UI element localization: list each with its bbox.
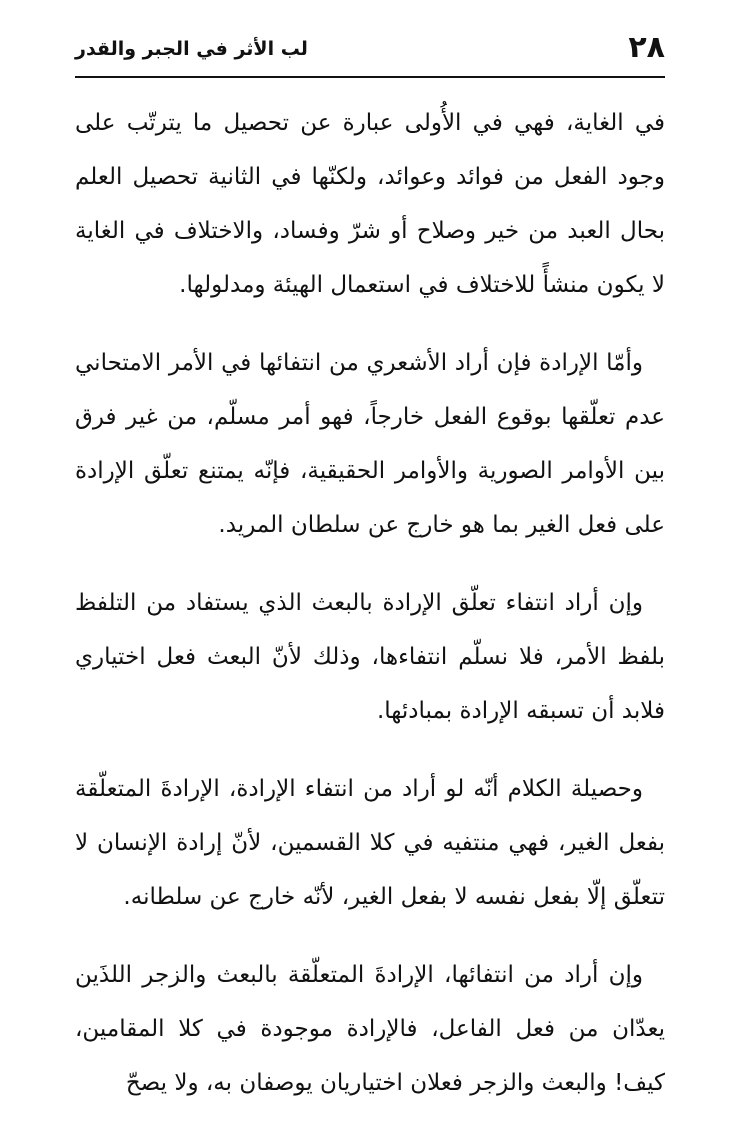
header-divider bbox=[75, 76, 665, 78]
paragraph: وإن أراد من انتفائها، الإرادةَ المتعلّقة بالبعث والزجر اللذَين يعدّان من فعل الفاعل، فالإرادة موجودة في كلا المقامين، كيف! والبعث والزجر فعلان اختياريان يوصفان به، ولا يصحّ bbox=[75, 962, 665, 1096]
paragraph: وأمّا الإرادة فإن أراد الأشعري من انتفائها في الأمر الامتحاني عدم تعلّقها بوقوع الفعل خارجاً، فهو أمر مسلّم، من غير فرق بين الأوامر الصورية والأوامر الحقيقية، فإنّه يمتنع تعلّق الإرادة على فعل الغير بما هو خارج عن سلطان المريد. bbox=[75, 350, 665, 538]
page-header bbox=[75, 22, 665, 78]
paragraph: وإن أراد انتفاء تعلّق الإرادة بالبعث الذي يستفاد من التلفظ بلفظ الأمر، فلا نسلّم انتفاءها، وذلك لأنّ البعث فعل اختياري فلابد أن تسبقه الإرادة بمبادئها. bbox=[75, 590, 665, 724]
paragraph: وحصيلة الكلام أنّه لو أراد من انتفاء الإرادة، الإرادةَ المتعلّقة بفعل الغير، فهي منتفيه في كلا القسمين، لأنّ إرادة الإنسان لا تتعلّق إلّا بفعل نفسه لا بفعل الغير، لأنّه خارج عن سلطانه. bbox=[75, 776, 665, 910]
running-title: لب الأثر في الجبر والقدر bbox=[75, 38, 308, 60]
paragraph: في الغاية، فهي في الأُولى عبارة عن تحصيل ما يترتّب على وجود الفعل من فوائد وعوائد، ولكنّها في الثانية تحصيل العلم بحال العبد من خير وصلاح أو شرّ وفساد، والاختلاف في الغاية لا يكون منشأً للاختلاف في استعمال الهيئة ومدلولها. bbox=[75, 110, 665, 298]
page-number: ٢٨ bbox=[628, 30, 665, 65]
body-text bbox=[75, 96, 665, 1134]
